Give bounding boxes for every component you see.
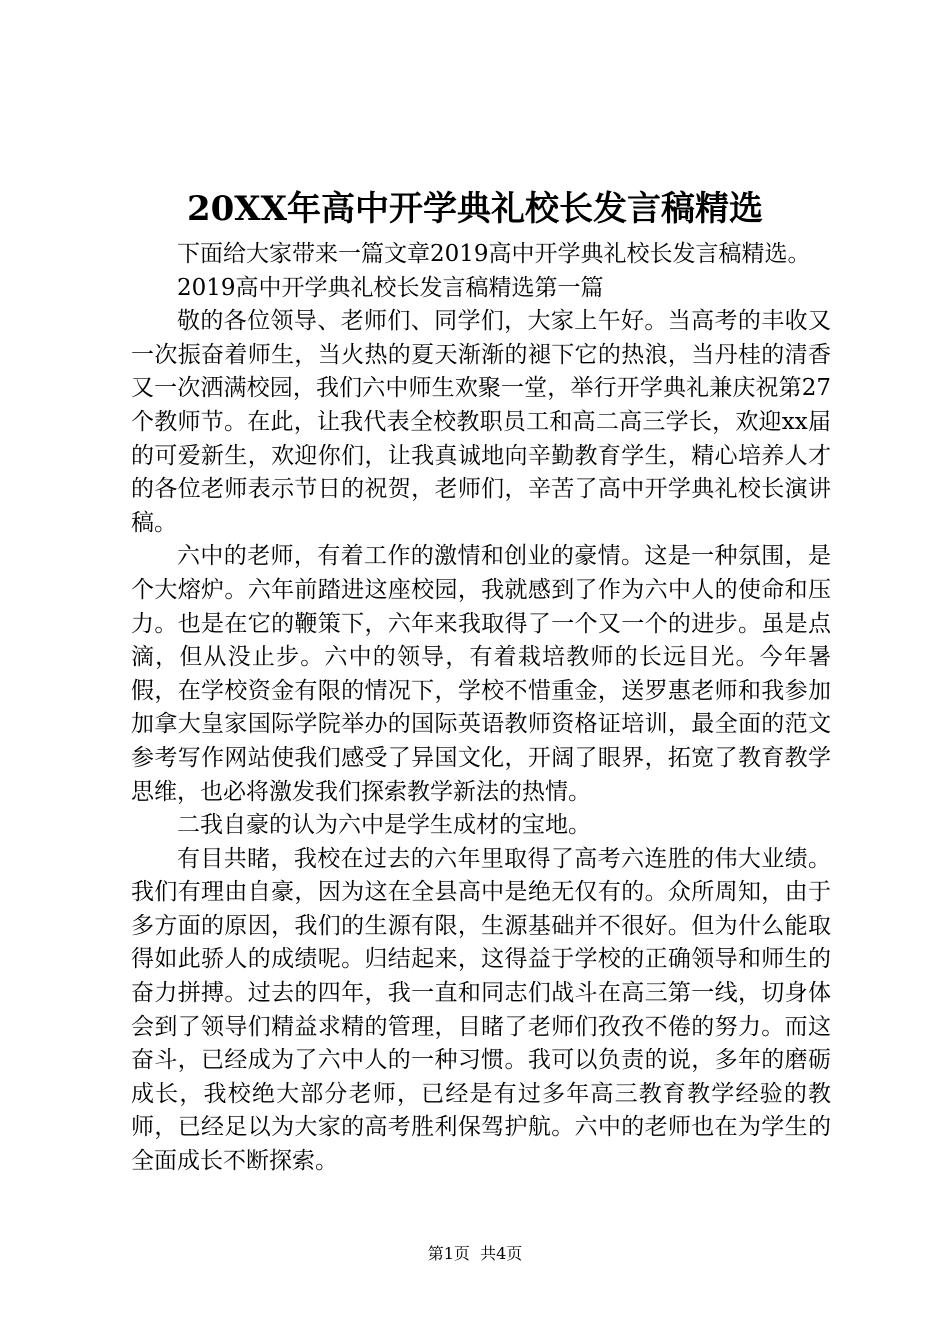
- paragraph-intro: 下面给大家带来一篇文章2019高中开学典礼校长发言稿精选。: [177, 241, 811, 267]
- paragraph-section-heading: 2019高中开学典礼校长发言稿精选第一篇: [177, 274, 604, 301]
- document-title: 20XX年高中开学典礼校长发言稿精选: [186, 189, 764, 229]
- page-footer: [0, 1242, 950, 1266]
- paragraph-achievements: 有目共睹，我校在过去的六年里取得了高考六连胜的伟大业绩。我们有理由自豪，因为这在全县高中是绝无仅有的。众所周知，由于多方面的原因，我们的生源有限，生源基础并不很好。但为什么能取得如此骄人的成绩呢。归结起来，这得益于学校的正确领导和师生的奋力拼搏。过去的四年，我一直和同志们战斗在高三第一线，切身体会到了领导们精益求精的管理，目睹了老师们孜孜不倦的努力。而这奋斗，已经成为了六中人的一种习惯。我可以负责的说，多年的磨砺成长，我校绝大部分老师，已经是有过多年高三教育教学经验的教师，已经足以为大家的高考胜利保驾护航。六中的老师也在为学生的全面成长不断探索。: [131, 845, 831, 1175]
- paragraph-greeting: 敬的各位领导、老师们、同学们，大家上午好。当高考的丰收又一次振奋着师生，当火热的夏天渐渐的褪下它的热浪，当丹桂的清香又一次洒满校园，我们六中师生欢聚一堂，举行开学典礼兼庆祝第27个教师节。在此，让我代表全校教职员工和高二高三学长，欢迎xx届的可爱新生，欢迎你们，让我真诚地向辛勤教育学生，精心培养人才的各位老师表示节日的祝贺，老师们，辛苦了高中开学典礼校长演讲稿。: [131, 308, 831, 536]
- paragraph-point-two: 二我自豪的认为六中是学生成材的宝地。: [177, 812, 591, 839]
- page-number: 第1页 共4页: [427, 1244, 523, 1263]
- paragraph-teachers: 六中的老师，有着工作的激情和创业的豪情。这是一种氛围，是个大熔炉。六年前踏进这座校园，我就感到了作为六中人的使命和压力。也是在它的鞭策下，六年来我取得了一个又一个的进步。虽是点滴，但从没止步。六中的领导，有着栽培教师的长远目光。今年暑假，在学校资金有限的情况下，学校不惜重金，送罗惠老师和我参加加拿大皇家国际学院举办的国际英语教师资格证培训，最全面的范文参考写作网站使我们感受了异国文化，开阔了眼界，拓宽了教育教学思维，也必将激发我们探索教学新法的热情。: [131, 543, 831, 805]
- document-body: [131, 238, 831, 1179]
